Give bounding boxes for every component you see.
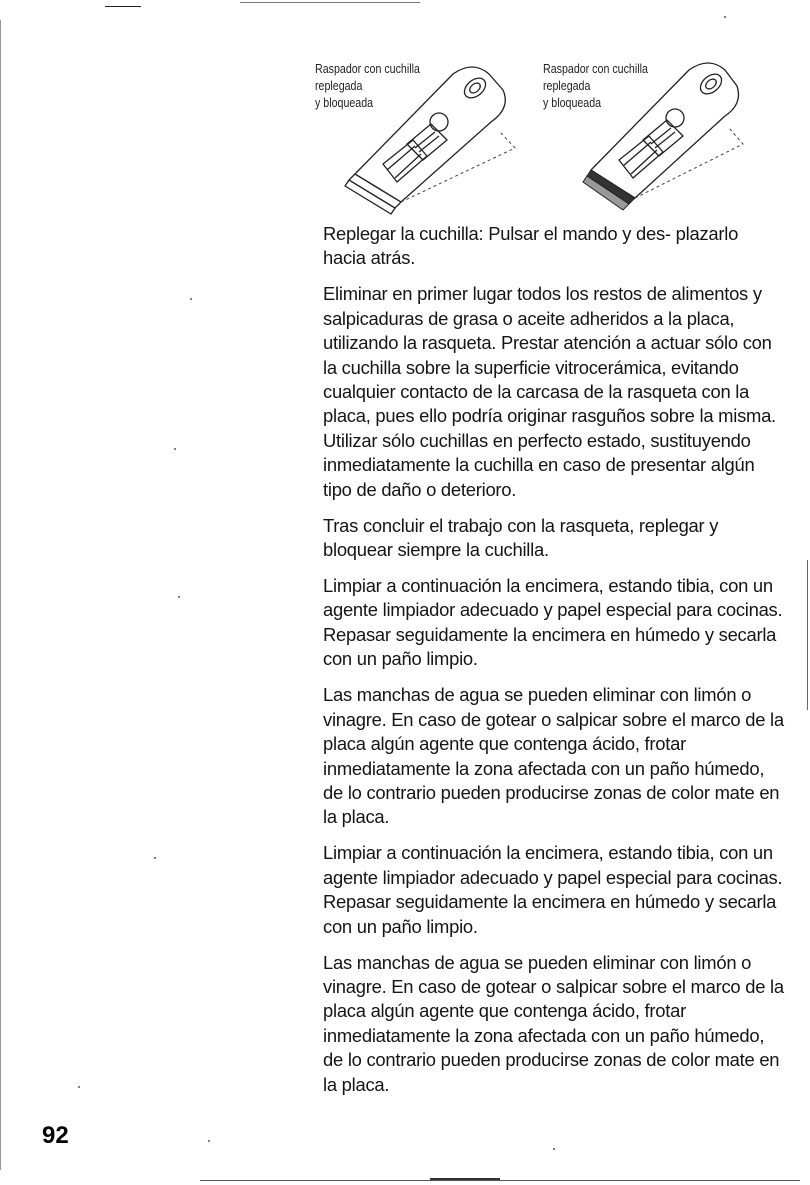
scan-edge-right [807,560,808,710]
scan-edge-top [105,6,141,7]
paragraph: Las manchas de agua se pueden eliminar con limón o vinagre. En caso de gotear o salpicar sobre el marco de la placa algún agente que contenga ácido, frotar inmediatamente la zona afectada con un paño húmedo, de lo contrario pueden producirse zonas de color mate en la placa. [323,684,784,828]
paragraph: Limpiar a continuación la encimera, estando tibia, con un agente limpiador adecuado y papel especial para cocinas. Repasar seguidamente la encimera en húmedo y secarla con un paño limpio. [323,842,783,937]
paragraph: Replegar la cuchilla: Pulsar el mando y des- plazarlo hacia atrás. [323,223,739,269]
figure-caption [543,60,648,111]
scan-speck [154,857,156,859]
scraper-figure [543,52,763,222]
caption-line: replegada [543,78,591,93]
caption-line: Raspador con cuchilla [543,61,648,76]
scan-edge-top [240,2,420,3]
caption-line: y bloqueada [543,95,602,110]
caption-line: replegada [315,78,363,93]
scan-speck [78,1086,80,1088]
scan-speck [190,298,192,300]
caption-line: y bloqueada [315,95,374,110]
scan-speck [208,1140,210,1142]
scan-speck [178,596,180,598]
scan-edge-left [0,20,1,1170]
scan-speck [174,448,176,450]
paragraph: Tras concluir el trabajo con la rasqueta, replegar y bloquear siempre la cuchilla. [323,514,719,561]
scan-edge-bottom [200,1180,800,1181]
caption-line: Raspador con cuchilla [315,61,420,76]
paragraph: Las manchas de agua se pueden eliminar con limón o vinagre. En caso de gotear o salpicar sobre el marco de la placa algún agente que contenga ácido, frotar inmediatamente la zona afectada con un paño húmedo, de lo contrario pueden producirse zonas de color mate en la placa. [323,951,784,1095]
paragraph: Eliminar en primer lugar todos los restos de alimentos y salpicaduras de grasa o aceite adheridos a la placa, utilizando la rasqueta. Prestar atención a actuar sólo con la cuchilla sobre la superficie vitrocerámica, evitando cualquier contacto de la carcasa de la rasqueta con la placa, pues ello podría originar rasguños sobre la misma. Utilizar sólo cuchillas en perfecto estado, sustituyendo inmediatamente la cuchilla en caso de presentar algún tipo de daño o deterioro. [323,283,776,500]
figure-caption [315,60,420,111]
scan-speck [724,16,726,18]
scan-speck [553,1148,555,1150]
scan-edge-bottom [430,1178,500,1180]
paragraph: Limpiar a continuación la encimera, estando tibia, con un agente limpiador adecuado y papel especial para cocinas. Repasar seguidamente la encimera en húmedo y secarla con un paño limpio. [323,575,783,670]
scraper-figure [315,52,535,222]
page-number: 92 [42,1122,69,1149]
body-text [323,222,785,1109]
